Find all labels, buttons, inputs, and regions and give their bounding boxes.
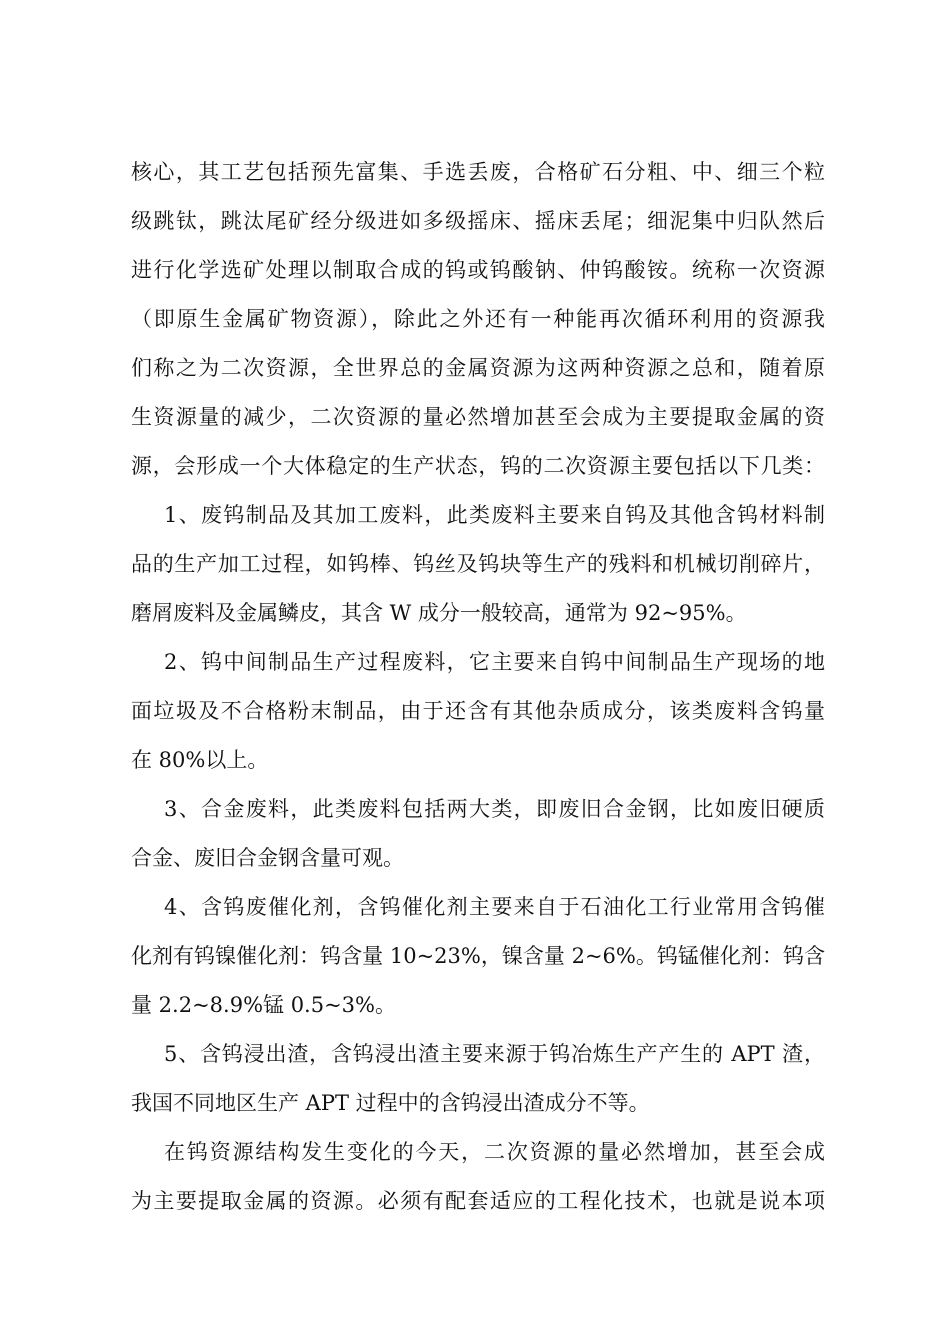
text-line: 品的生产加工过程，如钨棒、钨丝及钨块等生产的残料和机械切削碎片， [131,552,825,576]
text-line: 在 80%以上。 [131,748,269,772]
paragraph-intro [131,148,825,491]
text-line: 化剂有钨镍催化剂：钨含量 10~23%，镍含量 2~6%。钨锰催化剂：钨含 [131,944,825,968]
paragraph-item-4 [131,883,825,1030]
text-line: 们称之为二次资源，全世界总的金属资源为这两种资源之总和，随着原 [131,356,825,380]
text-line: 生资源量的减少，二次资源的量必然增加甚至会成为主要提取金属的资 [131,405,825,429]
text-line: 量 2.2~8.9%锰 0.5~3%。 [131,993,397,1017]
paragraph-item-2 [131,638,825,785]
paragraph-item-3 [131,785,825,883]
document-body [131,148,825,1226]
text-line: 在钨资源结构发生变化的今天，二次资源的量必然增加，甚至会成 [164,1140,825,1164]
paragraph-conclusion [131,1128,825,1226]
text-line: 3、合金废料，此类废料包括两大类，即废旧合金钢，比如废旧硬质 [164,797,825,821]
paragraph-item-1 [131,491,825,638]
text-line: 面垃圾及不合格粉末制品，由于还含有其他杂质成分，该类废料含钨量 [131,699,825,723]
text-line: 磨屑废料及金属鳞皮，其含 W 成分一般较高，通常为 92~95%。 [131,601,747,625]
text-line: 5、含钨浸出渣，含钨浸出渣主要来源于钨冶炼生产产生的 APT 渣， [164,1042,825,1066]
paragraph-item-5 [131,1030,825,1128]
text-line: 进行化学选矿处理以制取合成的钨或钨酸钠、仲钨酸铵。统称一次资源 [131,258,825,282]
text-line: 1、废钨制品及其加工废料，此类废料主要来自钨及其他含钨材料制 [164,503,825,527]
text-line: 源，会形成一个大体稳定的生产状态，钨的二次资源主要包括以下几类： [131,454,825,478]
text-line: 为主要提取金属的资源。必须有配套适应的工程化技术，也就是说本项 [131,1189,825,1213]
text-line: 2、钨中间制品生产过程废料，它主要来自钨中间制品生产现场的地 [164,650,825,674]
text-line: 4、含钨废催化剂，含钨催化剂主要来自于石油化工行业常用含钨催 [164,895,825,919]
text-line: 我国不同地区生产 APT 过程中的含钨浸出渣成分不等。 [131,1091,650,1115]
text-line: 合金、废旧合金钢含量可观。 [131,846,404,870]
text-line: 核心，其工艺包括预先富集、手选丢废，合格矿石分粗、中、细三个粒 [131,160,825,184]
text-line: 级跳钛，跳汰尾矿经分级进如多级摇床、摇床丢尾；细泥集中归队然后 [131,209,825,233]
text-line: （即原生金属矿物资源），除此之外还有一种能再次循环利用的资源我 [131,307,825,331]
